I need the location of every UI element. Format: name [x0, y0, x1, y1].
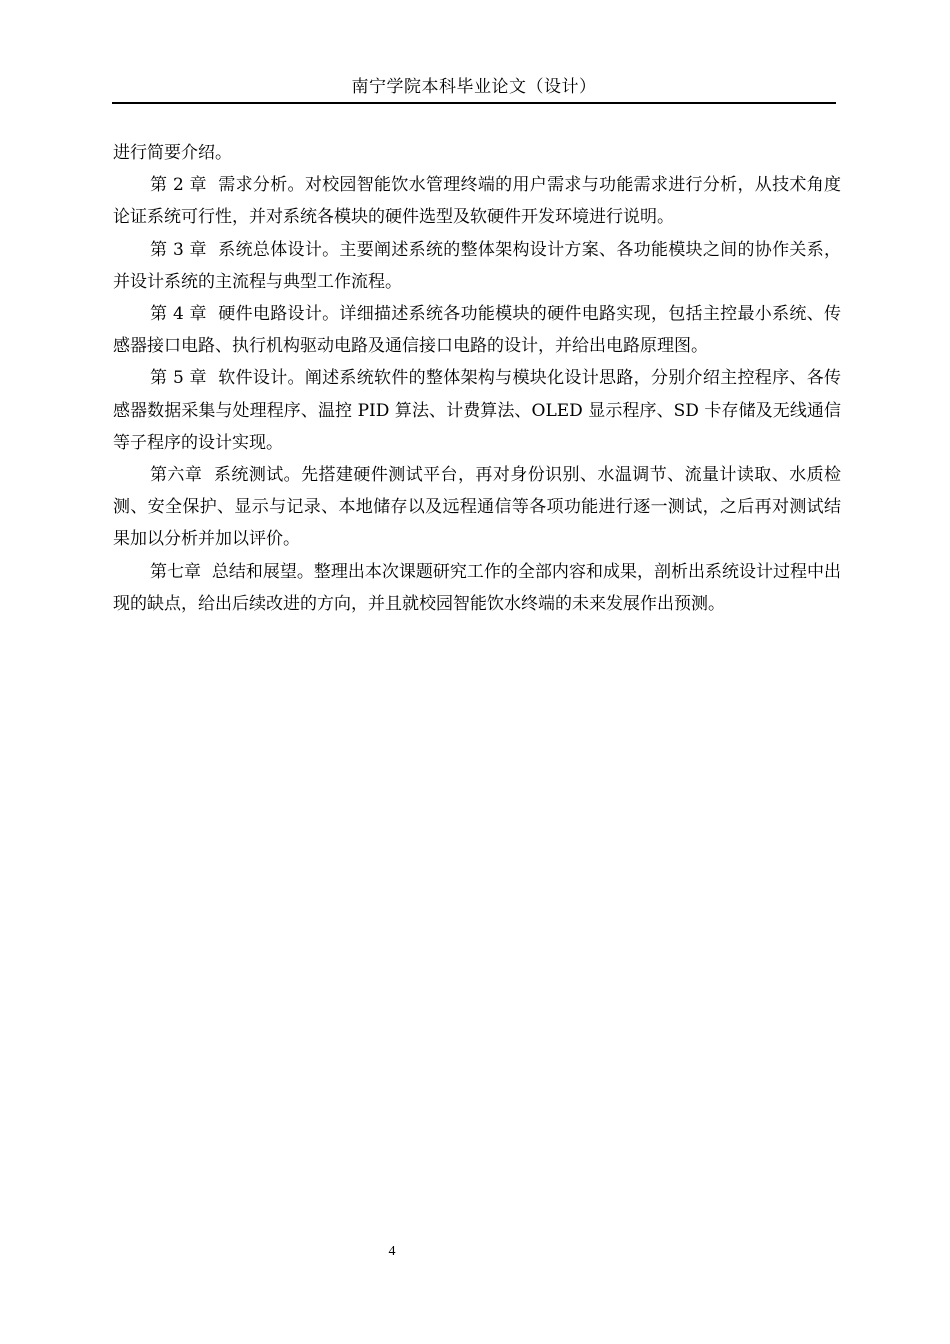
chapter-label: 第 5 章 — [150, 368, 207, 389]
paragraph-chapter-5 — [113, 362, 841, 459]
paragraph-chapter-3 — [113, 234, 841, 298]
page-number: 4 — [388, 1244, 396, 1259]
paragraph-text: 需求分析。对校园智能饮水管理终端的用户需求与功能需求进行分析，从技术角度论证系统可行性，并对系统各模块的硬件选型及软硬件开发环境进行说明。 — [113, 175, 842, 228]
chapter-label: 第 3 章 — [150, 239, 207, 260]
paragraph-text: 进行简要介绍。 — [113, 143, 232, 163]
chapter-label: 第 2 章 — [150, 175, 207, 196]
chapter-label: 第六章 — [150, 465, 203, 486]
paragraph-text: 系统测试。先搭建硬件测试平台，再对身份识别、水温调节、流量计读取、水质检测、安全保护、显示与记录、本地储存以及远程通信等各项功能进行逐一测试，之后再对测试结果加以分析并加以评价。 — [113, 465, 842, 550]
chapter-label: 第七章 — [150, 561, 202, 582]
paragraph-chapter-6 — [113, 459, 841, 556]
chapter-label: 第 4 章 — [150, 304, 207, 325]
paragraph-chapter-2 — [113, 169, 841, 233]
header-title: 南宁学院本科毕业论文（设计） — [351, 77, 597, 97]
paragraph-intro-continuation — [113, 137, 841, 169]
paragraph-chapter-7 — [113, 556, 841, 620]
page-header — [112, 74, 836, 104]
paragraph-text: 系统总体设计。主要阐述系统的整体架构设计方案、各功能模块之间的协作关系，并设计系统的主流程与典型工作流程。 — [113, 239, 842, 292]
paragraph-text: 硬件电路设计。详细描述系统各功能模块的硬件电路实现，包括主控最小系统、传感器接口电路、执行机构驱动电路及通信接口电路的设计，并给出电路原理图。 — [113, 304, 842, 357]
paragraph-chapter-4 — [113, 298, 841, 362]
paragraph-text: 软件设计。阐述系统软件的整体架构与模块化设计思路，分别介绍主控程序、各传感器数据采集与处理程序、温控 PID 算法、计费算法、OLED 显示程序、SD 卡存储及无线通信等子程序的设计实现。 — [113, 368, 842, 453]
paragraph-text: 总结和展望。整理出本次课题研究工作的全部内容和成果，剖析出系统设计过程中出现的缺点，给出后续改进的方向，并且就校园智能饮水终端的未来发展作出预测。 — [113, 561, 842, 614]
body-text — [113, 137, 841, 620]
